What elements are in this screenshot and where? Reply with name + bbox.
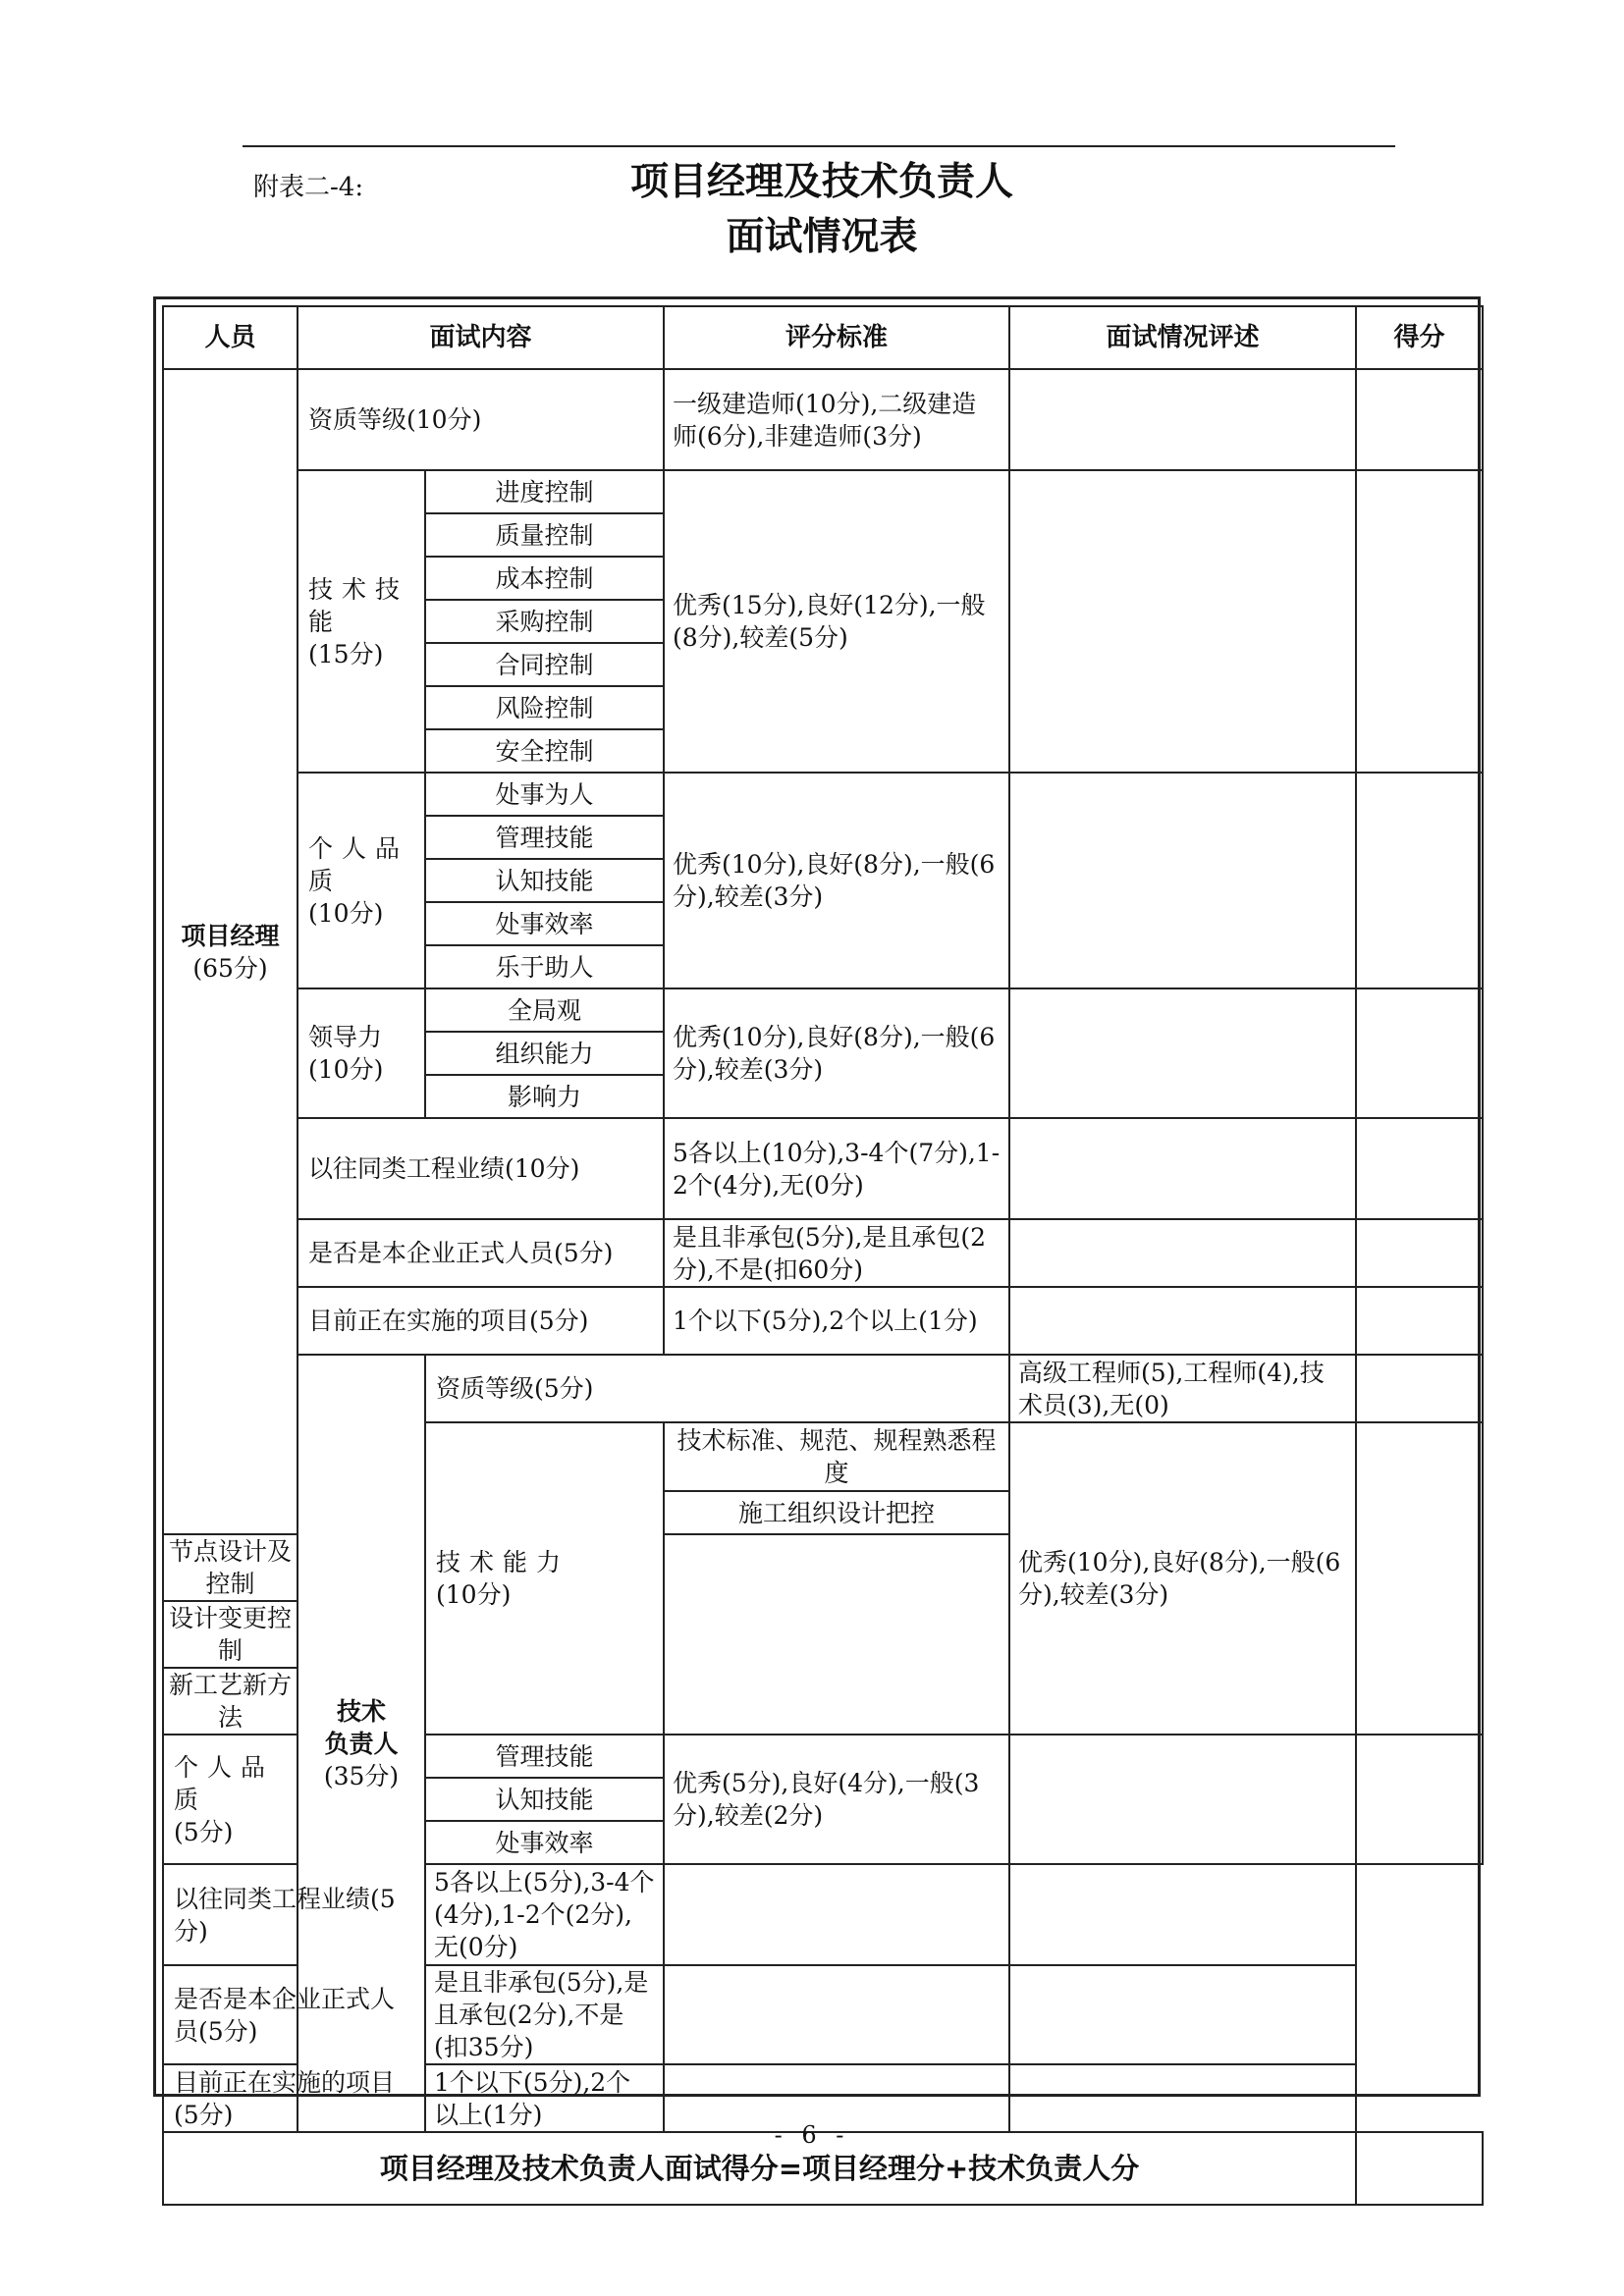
page-number: - 6 - [774,2121,850,2149]
table-row [163,1287,1483,1355]
tech-ability-item: 施工组织设计把控 [664,1491,1009,1534]
header-score: 得分 [1356,306,1483,369]
score-cell[interactable] [1356,1118,1483,1219]
score-cell[interactable] [1356,1219,1483,1287]
pm-leadership-group [298,988,425,1118]
tech-quality-points: (5分) [174,1817,234,1846]
description-cell[interactable] [1009,1735,1356,1864]
tech-points: (35分) [323,1761,400,1790]
table-row [163,470,1483,513]
annex-label: 附表二-4: [253,173,364,202]
table-row [163,773,1483,816]
person-project-manager [163,369,298,1534]
pm-quality-item: 管理技能 [425,816,664,859]
tech-quality-item: 管理技能 [425,1735,664,1778]
pm-staff-criteria: 是且非承包(5分),是且承包(2分),不是(扣60分) [664,1219,1009,1287]
header-criteria: 评分标准 [664,306,1009,369]
pm-performance: 以往同类工程业绩(10分) [298,1118,664,1219]
interview-table [162,305,1484,2206]
header-rule [243,145,1395,147]
header-person: 人员 [163,306,298,369]
table-row [163,1965,1483,2064]
header-row [163,306,1483,369]
tech-qualification: 资质等级(5分) [425,1355,1009,1422]
tech-quality-criteria: 优秀(5分),良好(4分),一般(3分),较差(2分) [664,1735,1009,1864]
pm-leadership-item: 组织能力 [425,1032,664,1075]
pm-quality-criteria: 优秀(10分),良好(8分),一般(6分),较差(3分) [664,773,1009,988]
description-cell[interactable] [664,1965,1009,2064]
description-cell[interactable] [1009,1118,1356,1219]
score-cell[interactable] [1009,1965,1356,2064]
score-cell[interactable] [1356,1735,1483,1864]
pm-tech-skill-item: 成本控制 [425,557,664,600]
table-row [163,1118,1483,1219]
tech-staff: 是否是本企业正式人员(5分) [163,1965,425,2064]
tech-ability-item: 设计变更控制 [163,1601,298,1668]
tech-quality-item: 认知技能 [425,1778,664,1821]
tech-ability-label: 技术能力 [436,1548,570,1576]
pm-quality-label: 个人品质 [308,833,409,895]
pm-quality-item: 处事为人 [425,773,664,816]
tech-ability-criteria: 优秀(10分),良好(8分),一般(6分),较差(3分) [1009,1422,1356,1735]
pm-staff: 是否是本企业正式人员(5分) [298,1219,664,1287]
pm-tech-skill-item: 质量控制 [425,513,664,557]
table-row [163,1219,1483,1287]
tech-qualification-criteria: 高级工程师(5),工程师(4),技术员(3),无(0) [1009,1355,1356,1422]
title-line-1: 项目经理及技术负责人 [629,160,1013,204]
score-cell[interactable] [1356,470,1483,773]
page-title [0,155,1624,265]
pm-current: 目前正在实施的项目(5分) [298,1287,664,1355]
pm-tech-skill-label: 技术技能 [308,574,409,636]
tech-quality-label: 个人品质 [174,1752,275,1814]
pm-tech-skill-group [298,470,425,773]
tech-ability-item: 技术标准、规范、规程熟悉程度 [664,1422,1009,1491]
pm-leadership-label: 领导力 [308,1023,383,1051]
pm-quality-item: 乐于助人 [425,945,664,988]
pm-leadership-points: (10分) [308,1055,384,1084]
tech-performance-criteria: 5各以上(5分),3-4个(4分),1-2个(2分),无(0分) [425,1864,664,1965]
description-cell[interactable] [1009,369,1356,470]
tech-name-line-2: 负责人 [324,1729,399,1758]
total-formula: 项目经理及技术负责人面试得分=项目经理分+技术负责人分 [163,2132,1356,2205]
tech-quality-item: 处事效率 [425,1821,664,1864]
description-cell[interactable] [1356,1355,1483,1422]
description-cell[interactable] [664,1864,1009,1965]
pm-name: 项目经理 [181,921,280,950]
description-cell[interactable] [1356,1422,1483,1735]
pm-leadership-item: 全局观 [425,988,664,1032]
tech-name-line-1: 技术 [336,1696,386,1726]
pm-qualification-criteria: 一级建造师(10分),二级建造师(6分),非建造师(3分) [664,369,1009,470]
description-cell[interactable] [1009,1219,1356,1287]
tech-ability-item: 新工艺新方法 [163,1668,298,1735]
pm-quality-item: 处事效率 [425,902,664,945]
tech-current: 目前正在实施的项目(5分) [163,2064,425,2132]
description-cell[interactable] [1009,773,1356,988]
interview-table-frame [153,296,1481,2185]
pm-points: (65分) [192,953,268,983]
tech-performance: 以往同类工程业绩(5分) [163,1864,425,1965]
tech-staff-criteria: 是且非承包(5分),是且承包(2分),不是(扣35分) [425,1965,664,2064]
pm-tech-skill-item: 进度控制 [425,470,664,513]
tech-ability-item: 节点设计及控制 [163,1534,298,1601]
pm-leadership-item: 影响力 [425,1075,664,1118]
pm-leadership-criteria: 优秀(10分),良好(8分),一般(6分),较差(3分) [664,988,1009,1118]
pm-qualification: 资质等级(10分) [298,369,664,470]
pm-performance-criteria: 5各以上(10分),3-4个(7分),1-2个(4分),无(0分) [664,1118,1009,1219]
pm-quality-item: 认知技能 [425,859,664,902]
score-cell[interactable] [1356,773,1483,988]
description-cell[interactable] [1009,988,1356,1118]
tech-quality-group [163,1735,298,1864]
tech-current-criteria: 1个以下(5分),2个以上(1分) [425,2064,664,2132]
pm-tech-skill-item: 采购控制 [425,600,664,643]
pm-tech-skill-item: 安全控制 [425,729,664,773]
pm-current-criteria: 1个以下(5分),2个以上(1分) [664,1287,1009,1355]
score-cell[interactable] [1356,369,1483,470]
header-description: 面试情况评述 [1009,306,1356,369]
score-cell[interactable] [1009,1864,1356,1965]
tech-ability-points: (10分) [436,1580,512,1609]
pm-tech-skill-criteria: 优秀(15分),良好(12分),一般(8分),较差(5分) [664,470,1009,773]
table-row [163,1864,1483,1965]
description-cell[interactable] [1009,470,1356,773]
pm-tech-skill-points: (15分) [308,639,384,668]
pm-tech-skill-item: 合同控制 [425,643,664,686]
tech-ability-group [425,1422,664,1735]
score-cell[interactable] [1356,1287,1483,1355]
header-content: 面试内容 [298,306,664,369]
description-cell[interactable] [1009,1287,1356,1355]
table-row [163,988,1483,1032]
pm-quality-points: (10分) [308,898,384,928]
title-line-2: 面试情况表 [726,215,918,259]
table-row [163,369,1483,470]
pm-tech-skill-item: 风险控制 [425,686,664,729]
score-cell[interactable] [1356,988,1483,1118]
pm-quality-group [298,773,425,988]
table-row [163,1355,1483,1422]
